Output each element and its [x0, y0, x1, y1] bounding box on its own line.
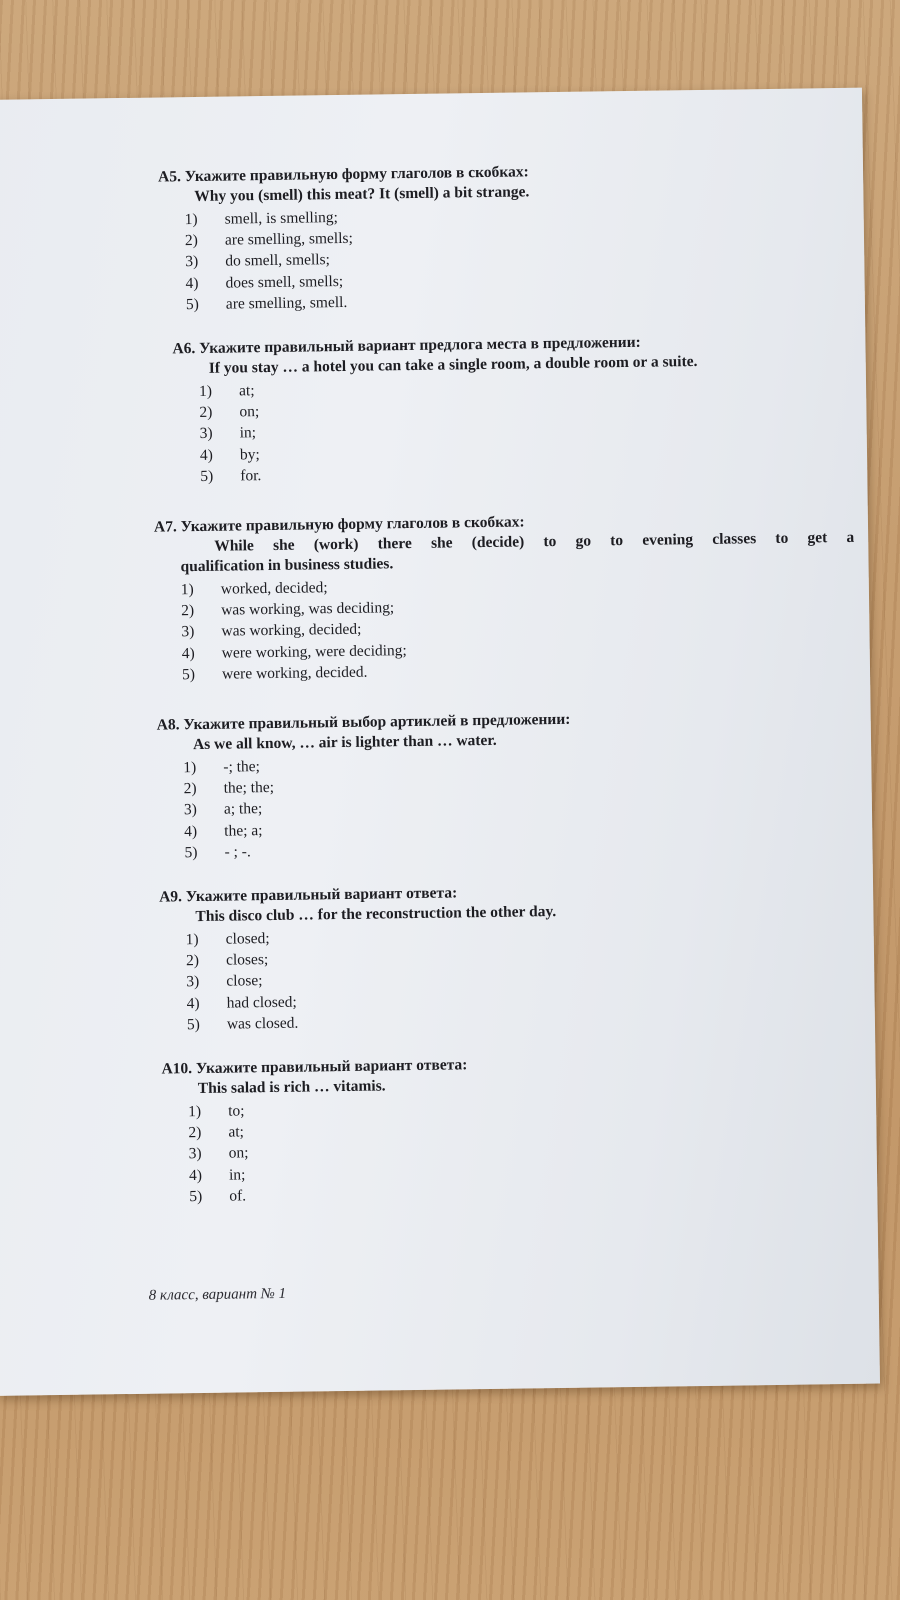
option-text: of.: [229, 1187, 247, 1205]
option-number: 4): [199, 446, 214, 464]
question-sentence-continuation: qualification in business studies.: [180, 555, 394, 576]
option-text: was working, decided;: [221, 621, 362, 641]
option-number: 4): [181, 644, 195, 662]
question-a9: [159, 882, 558, 1035]
question-sentence: This disco club … for the reconstruction the other day.: [195, 903, 557, 926]
option-text: closes;: [225, 951, 269, 969]
option-text: the; the;: [223, 779, 275, 797]
question-heading: A9. Укажите правильный вариант ответа:: [159, 884, 458, 906]
option-number: 4): [185, 274, 199, 292]
question-sentence: Why you (smell) this meat? It (smell) a bit strange.: [194, 183, 530, 206]
option-text: to;: [228, 1102, 245, 1120]
option-text: does smell, smells;: [225, 272, 344, 292]
option-number: 5): [186, 1015, 200, 1033]
option-number: 3): [185, 253, 199, 271]
option-text: on;: [239, 403, 260, 421]
option-text: - ; -.: [224, 843, 251, 861]
option-number: 3): [186, 973, 200, 991]
option-number: 2): [199, 403, 213, 422]
option-number: 2): [181, 602, 195, 620]
option-text: smell, is smelling;: [224, 209, 339, 228]
answer-options: [162, 1097, 469, 1207]
option-text: at;: [228, 1123, 245, 1141]
answer-option: [160, 289, 531, 315]
question-a5: [158, 162, 531, 315]
question-sentence: This salad is rich … vitamis.: [197, 1077, 386, 1098]
question-heading: A10. Укажите правильный вариант ответа:: [161, 1056, 468, 1078]
question-a10: [161, 1055, 469, 1207]
option-number: 2): [184, 232, 199, 250]
question-heading: A8. Укажите правильный выбор артиклей в предложении:: [156, 710, 571, 734]
option-text: were working, decided.: [221, 663, 368, 683]
question-heading: A7. Укажите правильную форму глаголов в скобках:: [153, 513, 525, 536]
question-a7: [154, 508, 856, 686]
option-text: was closed.: [226, 1014, 299, 1033]
option-number: 1): [183, 759, 197, 777]
option-text: on;: [228, 1144, 249, 1163]
option-text: are smelling, smell.: [225, 293, 348, 313]
answer-options: [173, 374, 699, 487]
option-number: 1): [188, 1103, 202, 1121]
option-text: the; a;: [224, 821, 263, 840]
option-number: 4): [186, 994, 200, 1012]
option-number: 1): [185, 931, 199, 949]
option-text: at;: [238, 382, 255, 400]
answer-option: [158, 837, 572, 864]
option-text: in;: [239, 424, 257, 442]
answer-option: [163, 1182, 469, 1207]
answer-options: [160, 924, 558, 1035]
answer-options: [155, 570, 856, 686]
question-heading: A5. Укажите правильную форму глаголов в скобках:: [157, 163, 529, 186]
option-text: close;: [226, 972, 263, 991]
question-sentence: While she (work) there she (decide) to go to evening classes to get a: [214, 528, 855, 555]
option-number: 3): [188, 1145, 202, 1163]
page-footer: 8 класс, вариант № 1: [148, 1285, 287, 1304]
option-number: 2): [188, 1124, 202, 1142]
option-number: 4): [184, 822, 198, 840]
answer-option: [161, 1009, 558, 1036]
option-number: 5): [184, 843, 198, 861]
question-a8: [157, 710, 573, 864]
option-text: are smelling, smells;: [224, 229, 353, 249]
option-number: 2): [185, 952, 200, 970]
option-number: 5): [181, 665, 196, 683]
option-number: 4): [188, 1166, 203, 1184]
option-text: in;: [228, 1165, 246, 1184]
option-number: 5): [200, 467, 214, 485]
question-sentence: As we all know, … air is lighter than … water.: [192, 731, 497, 754]
option-number: 3): [181, 623, 195, 641]
option-text: were working, were deciding;: [221, 641, 407, 662]
question-a6: [172, 332, 699, 487]
option-number: 1): [198, 382, 213, 400]
option-text: was working, was deciding;: [221, 599, 395, 619]
option-text: -; the;: [223, 758, 261, 776]
option-text: do smell, smells;: [225, 251, 331, 270]
exam-paper-sheet: [0, 88, 880, 1396]
option-number: 2): [183, 780, 197, 798]
option-text: a; the;: [223, 800, 263, 819]
option-number: 1): [180, 581, 194, 599]
option-text: for.: [240, 466, 262, 485]
option-number: 3): [199, 425, 213, 443]
option-number: 5): [185, 295, 199, 313]
option-number: 5): [189, 1187, 203, 1205]
question-sentence: If you stay … a hotel you can take a single room, a double room or a suite.: [208, 353, 698, 377]
question-heading: A6. Укажите правильный вариант предлога места в предложении:: [172, 333, 641, 358]
option-text: worked, decided;: [220, 579, 328, 598]
option-number: 3): [183, 801, 197, 819]
answer-options: [157, 752, 572, 864]
option-text: closed;: [225, 930, 270, 948]
option-text: had closed;: [226, 993, 297, 1012]
option-text: by;: [239, 445, 260, 463]
answer-options: [159, 204, 531, 315]
option-number: 1): [184, 210, 198, 229]
